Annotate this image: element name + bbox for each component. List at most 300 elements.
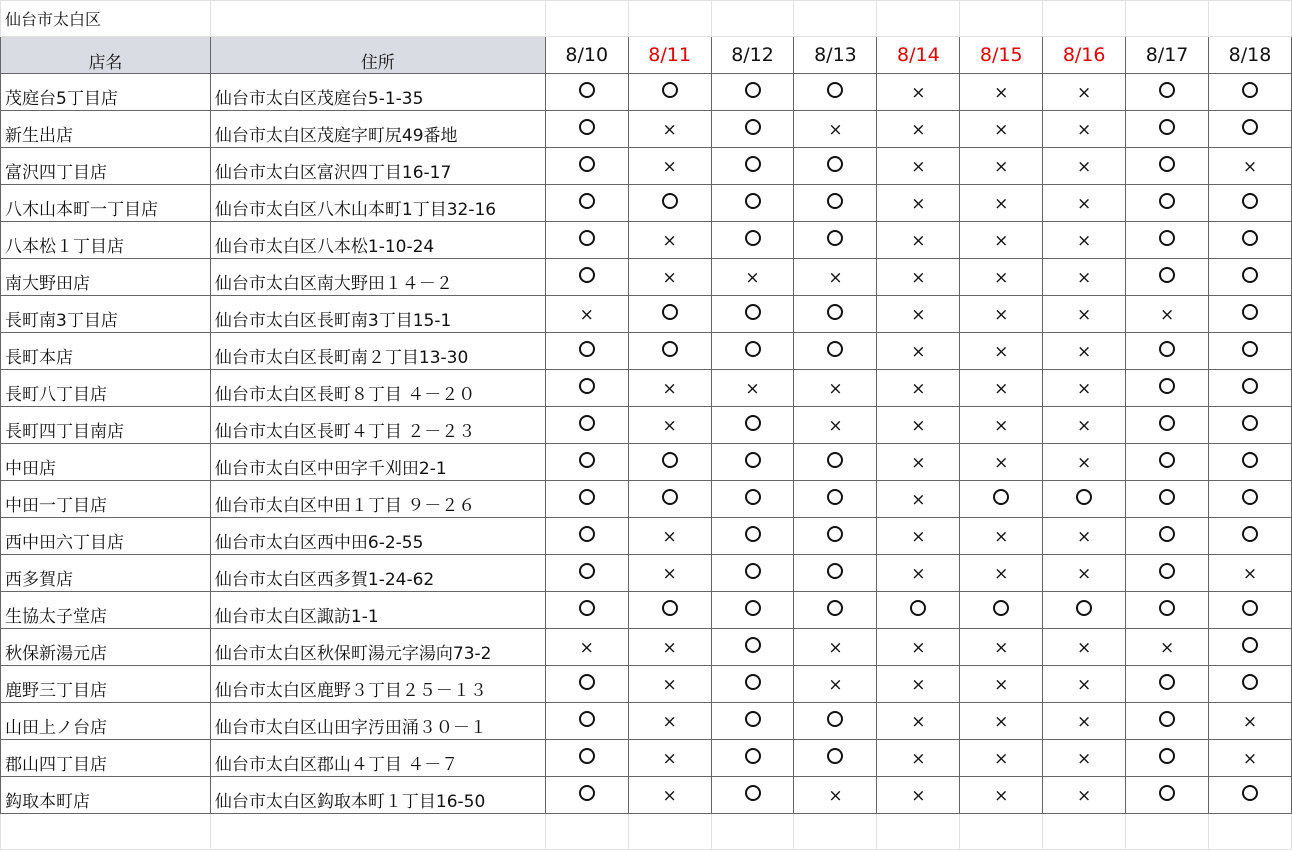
availability-cell[interactable] xyxy=(960,666,1043,703)
availability-cell[interactable] xyxy=(711,222,794,259)
availability-cell[interactable] xyxy=(794,222,877,259)
date-header[interactable]: 8/16 xyxy=(1043,37,1126,74)
closed-cross-mark: × xyxy=(662,378,677,399)
availability-cell[interactable] xyxy=(877,222,960,259)
closed-cross-mark: × xyxy=(994,674,1009,695)
availability-cell[interactable] xyxy=(628,407,711,444)
open-circle-mark xyxy=(1242,82,1258,98)
empty-cell[interactable] xyxy=(545,814,628,850)
availability-cell[interactable] xyxy=(960,222,1043,259)
empty-cell[interactable] xyxy=(210,1,545,37)
store-name-cell[interactable]: 西多賀店 xyxy=(1,555,211,592)
availability-cell[interactable] xyxy=(628,555,711,592)
availability-cell[interactable] xyxy=(711,370,794,407)
availability-cell[interactable] xyxy=(794,703,877,740)
address-cell[interactable]: 仙台市太白区鈎取本町１丁目16-50 xyxy=(210,777,545,814)
availability-cell[interactable] xyxy=(1126,370,1209,407)
availability-cell[interactable] xyxy=(960,185,1043,222)
date-header[interactable]: 8/17 xyxy=(1126,37,1209,74)
availability-cell[interactable] xyxy=(1209,333,1292,370)
availability-cell[interactable] xyxy=(545,333,628,370)
availability-cell[interactable] xyxy=(545,666,628,703)
availability-cell[interactable] xyxy=(1043,555,1126,592)
availability-cell[interactable] xyxy=(628,666,711,703)
address-cell[interactable]: 仙台市太白区長町南3丁目15-1 xyxy=(210,296,545,333)
table-row xyxy=(1,629,1292,666)
availability-cell[interactable] xyxy=(877,703,960,740)
empty-cell[interactable] xyxy=(1043,814,1126,850)
availability-cell[interactable] xyxy=(877,111,960,148)
availability-cell[interactable] xyxy=(1043,296,1126,333)
availability-cell[interactable] xyxy=(1126,444,1209,481)
empty-cell[interactable] xyxy=(960,814,1043,850)
availability-cell[interactable] xyxy=(1126,629,1209,666)
address-cell[interactable]: 仙台市太白区長町８丁目 ４－２０ xyxy=(210,370,545,407)
availability-cell[interactable] xyxy=(545,777,628,814)
availability-cell[interactable] xyxy=(1209,629,1292,666)
date-header[interactable]: 8/10 xyxy=(545,37,628,74)
empty-cell[interactable] xyxy=(210,814,545,850)
closed-cross-mark: × xyxy=(745,267,760,288)
availability-cell[interactable] xyxy=(628,592,711,629)
availability-cell[interactable] xyxy=(1209,444,1292,481)
availability-cell[interactable] xyxy=(1209,222,1292,259)
availability-cell[interactable] xyxy=(545,259,628,296)
closed-cross-mark: × xyxy=(828,415,843,436)
availability-cell[interactable] xyxy=(877,407,960,444)
availability-cell[interactable] xyxy=(960,481,1043,518)
address-cell[interactable]: 仙台市太白区山田字汚田涌３０－１ xyxy=(210,703,545,740)
availability-cell[interactable] xyxy=(1043,666,1126,703)
availability-cell[interactable] xyxy=(711,518,794,555)
availability-cell[interactable] xyxy=(1043,148,1126,185)
open-circle-mark xyxy=(1242,785,1258,801)
availability-cell[interactable] xyxy=(545,222,628,259)
availability-cell[interactable] xyxy=(794,666,877,703)
availability-cell[interactable] xyxy=(1126,481,1209,518)
availability-cell[interactable] xyxy=(545,481,628,518)
availability-cell[interactable] xyxy=(711,296,794,333)
availability-cell[interactable] xyxy=(1126,777,1209,814)
availability-cell[interactable] xyxy=(794,518,877,555)
address-header[interactable]: 住所 xyxy=(210,37,545,74)
availability-cell[interactable] xyxy=(1043,185,1126,222)
availability-cell[interactable] xyxy=(545,74,628,111)
availability-cell[interactable] xyxy=(545,185,628,222)
open-circle-mark xyxy=(1242,341,1258,357)
open-circle-mark xyxy=(1159,674,1175,690)
availability-cell[interactable] xyxy=(711,555,794,592)
availability-cell[interactable] xyxy=(711,185,794,222)
store-name-cell[interactable]: 茂庭台5丁目店 xyxy=(1,74,211,111)
availability-cell[interactable] xyxy=(1209,740,1292,777)
availability-cell[interactable] xyxy=(628,296,711,333)
availability-cell[interactable] xyxy=(1209,518,1292,555)
address-cell[interactable]: 仙台市太白区茂庭台5-1-35 xyxy=(210,74,545,111)
availability-cell[interactable] xyxy=(794,148,877,185)
sheet-title[interactable]: 仙台市太白区 xyxy=(1,1,211,37)
availability-cell[interactable] xyxy=(877,333,960,370)
address-cell[interactable]: 仙台市太白区鹿野３丁目２５－１３ xyxy=(210,666,545,703)
availability-cell[interactable] xyxy=(960,296,1043,333)
closed-cross-mark: × xyxy=(994,637,1009,658)
open-circle-mark xyxy=(1159,452,1175,468)
availability-cell[interactable] xyxy=(1043,407,1126,444)
open-circle-mark xyxy=(745,156,761,172)
table-row xyxy=(1,296,1292,333)
availability-cell[interactable] xyxy=(545,407,628,444)
date-header[interactable]: 8/18 xyxy=(1209,37,1292,74)
empty-cell[interactable] xyxy=(794,814,877,850)
availability-cell[interactable] xyxy=(1043,222,1126,259)
open-circle-mark xyxy=(1159,193,1175,209)
date-header[interactable]: 8/15 xyxy=(960,37,1043,74)
address-cell[interactable]: 仙台市太白区南大野田１４－２ xyxy=(210,259,545,296)
store-name-cell[interactable]: 鹿野三丁目店 xyxy=(1,666,211,703)
availability-cell[interactable] xyxy=(794,185,877,222)
availability-cell[interactable] xyxy=(1043,777,1126,814)
availability-cell[interactable] xyxy=(628,259,711,296)
availability-cell[interactable] xyxy=(877,629,960,666)
availability-cell[interactable] xyxy=(628,777,711,814)
table-row xyxy=(1,185,1292,222)
empty-cell[interactable] xyxy=(960,1,1043,37)
closed-cross-mark: × xyxy=(994,304,1009,325)
address-cell[interactable]: 仙台市太白区中田字千刈田2-1 xyxy=(210,444,545,481)
address-cell[interactable]: 仙台市太白区中田１丁目 ９－２６ xyxy=(210,481,545,518)
availability-cell[interactable] xyxy=(1043,592,1126,629)
availability-cell[interactable] xyxy=(1126,185,1209,222)
availability-cell[interactable] xyxy=(794,592,877,629)
availability-cell[interactable] xyxy=(1126,296,1209,333)
availability-cell[interactable] xyxy=(1043,481,1126,518)
availability-cell[interactable] xyxy=(711,629,794,666)
availability-cell[interactable] xyxy=(711,481,794,518)
closed-cross-mark: × xyxy=(911,304,926,325)
address-cell[interactable]: 仙台市太白区富沢四丁目16-17 xyxy=(210,148,545,185)
availability-cell[interactable] xyxy=(1126,259,1209,296)
availability-cell[interactable] xyxy=(628,333,711,370)
store-name-cell[interactable]: 生協太子堂店 xyxy=(1,592,211,629)
empty-cell[interactable] xyxy=(545,1,628,37)
availability-cell[interactable] xyxy=(1126,148,1209,185)
address-cell[interactable]: 仙台市太白区長町４丁目 ２－２３ xyxy=(210,407,545,444)
availability-cell[interactable] xyxy=(877,259,960,296)
availability-cell[interactable] xyxy=(1209,703,1292,740)
availability-cell[interactable] xyxy=(545,111,628,148)
availability-cell[interactable] xyxy=(1043,740,1126,777)
closed-cross-mark: × xyxy=(911,230,926,251)
availability-cell[interactable] xyxy=(1126,740,1209,777)
address-cell[interactable]: 仙台市太白区八本松1-10-24 xyxy=(210,222,545,259)
closed-cross-mark: × xyxy=(1077,267,1092,288)
availability-cell[interactable] xyxy=(545,370,628,407)
open-circle-mark xyxy=(745,600,761,616)
availability-cell[interactable] xyxy=(877,444,960,481)
availability-cell[interactable] xyxy=(877,592,960,629)
availability-cell[interactable] xyxy=(1126,592,1209,629)
closed-cross-mark: × xyxy=(911,341,926,362)
empty-cell[interactable] xyxy=(628,1,711,37)
availability-cell[interactable] xyxy=(545,629,628,666)
availability-cell[interactable] xyxy=(1209,296,1292,333)
availability-cell[interactable] xyxy=(877,666,960,703)
availability-cell[interactable] xyxy=(877,148,960,185)
address-cell[interactable]: 仙台市太白区諏訪1-1 xyxy=(210,592,545,629)
empty-cell[interactable] xyxy=(1,814,211,850)
open-circle-mark xyxy=(993,489,1009,505)
availability-cell[interactable] xyxy=(545,296,628,333)
availability-cell[interactable] xyxy=(1126,666,1209,703)
availability-cell[interactable] xyxy=(877,740,960,777)
availability-cell[interactable] xyxy=(628,222,711,259)
date-header[interactable]: 8/12 xyxy=(711,37,794,74)
availability-cell[interactable] xyxy=(877,555,960,592)
availability-cell[interactable] xyxy=(1126,703,1209,740)
availability-cell[interactable] xyxy=(794,74,877,111)
availability-cell[interactable] xyxy=(1043,259,1126,296)
store-name-cell[interactable]: 西中田六丁目店 xyxy=(1,518,211,555)
availability-cell[interactable] xyxy=(960,407,1043,444)
availability-cell[interactable] xyxy=(794,259,877,296)
store-name-cell[interactable]: 八木山本町一丁目店 xyxy=(1,185,211,222)
empty-cell[interactable] xyxy=(1126,814,1209,850)
availability-cell[interactable] xyxy=(794,481,877,518)
availability-cell[interactable] xyxy=(794,740,877,777)
date-header[interactable]: 8/14 xyxy=(877,37,960,74)
availability-cell[interactable] xyxy=(1043,333,1126,370)
open-circle-mark xyxy=(1159,785,1175,801)
availability-cell[interactable] xyxy=(711,740,794,777)
open-circle-mark xyxy=(1242,452,1258,468)
availability-cell[interactable] xyxy=(1126,74,1209,111)
store-name-cell[interactable]: 富沢四丁目店 xyxy=(1,148,211,185)
availability-cell[interactable] xyxy=(960,518,1043,555)
availability-cell[interactable] xyxy=(877,518,960,555)
date-header[interactable]: 8/13 xyxy=(794,37,877,74)
availability-cell[interactable] xyxy=(545,740,628,777)
store-name-cell[interactable]: 長町八丁目店 xyxy=(1,370,211,407)
availability-cell[interactable] xyxy=(877,370,960,407)
date-header[interactable]: 8/11 xyxy=(628,37,711,74)
empty-cell[interactable] xyxy=(628,814,711,850)
availability-cell[interactable] xyxy=(1209,666,1292,703)
address-cell[interactable]: 仙台市太白区八木山本町1丁目32-16 xyxy=(210,185,545,222)
availability-cell[interactable] xyxy=(960,259,1043,296)
availability-cell[interactable] xyxy=(960,629,1043,666)
availability-cell[interactable] xyxy=(711,333,794,370)
availability-cell[interactable] xyxy=(545,592,628,629)
availability-cell[interactable] xyxy=(1209,259,1292,296)
availability-cell[interactable] xyxy=(628,370,711,407)
empty-cell[interactable] xyxy=(794,1,877,37)
availability-cell[interactable] xyxy=(545,555,628,592)
availability-cell[interactable] xyxy=(628,481,711,518)
availability-cell[interactable] xyxy=(1043,370,1126,407)
availability-cell[interactable] xyxy=(960,333,1043,370)
availability-cell[interactable] xyxy=(628,518,711,555)
availability-cell[interactable] xyxy=(1043,444,1126,481)
table-row xyxy=(1,444,1292,481)
address-cell[interactable]: 仙台市太白区西中田6-2-55 xyxy=(210,518,545,555)
availability-cell[interactable] xyxy=(960,592,1043,629)
closed-cross-mark: × xyxy=(1077,452,1092,473)
empty-cell[interactable] xyxy=(1209,814,1292,850)
closed-cross-mark: × xyxy=(994,193,1009,214)
open-circle-mark xyxy=(579,489,595,505)
availability-cell[interactable] xyxy=(877,777,960,814)
availability-cell[interactable] xyxy=(794,555,877,592)
availability-cell[interactable] xyxy=(628,703,711,740)
availability-cell[interactable] xyxy=(794,333,877,370)
availability-cell[interactable] xyxy=(711,407,794,444)
availability-cell[interactable] xyxy=(877,185,960,222)
store-name-cell[interactable]: 中田一丁目店 xyxy=(1,481,211,518)
availability-cell[interactable] xyxy=(794,444,877,481)
availability-cell[interactable] xyxy=(711,592,794,629)
empty-cell[interactable] xyxy=(1126,1,1209,37)
availability-cell[interactable] xyxy=(794,629,877,666)
availability-cell[interactable] xyxy=(545,518,628,555)
availability-cell[interactable] xyxy=(1209,777,1292,814)
availability-cell[interactable] xyxy=(711,111,794,148)
availability-cell[interactable] xyxy=(877,481,960,518)
availability-cell[interactable] xyxy=(711,74,794,111)
availability-cell[interactable] xyxy=(960,148,1043,185)
availability-cell[interactable] xyxy=(1209,592,1292,629)
closed-cross-mark: × xyxy=(662,415,677,436)
availability-cell[interactable] xyxy=(960,370,1043,407)
availability-cell[interactable] xyxy=(628,185,711,222)
availability-cell[interactable] xyxy=(794,777,877,814)
availability-cell[interactable] xyxy=(960,555,1043,592)
empty-cell[interactable] xyxy=(711,814,794,850)
availability-cell[interactable] xyxy=(877,296,960,333)
availability-cell[interactable] xyxy=(794,407,877,444)
availability-cell[interactable] xyxy=(1126,111,1209,148)
availability-cell[interactable] xyxy=(794,111,877,148)
availability-cell[interactable] xyxy=(1209,148,1292,185)
empty-cell[interactable] xyxy=(711,1,794,37)
open-circle-mark xyxy=(1159,156,1175,172)
availability-cell[interactable] xyxy=(1126,518,1209,555)
availability-cell[interactable] xyxy=(711,148,794,185)
closed-cross-mark: × xyxy=(1077,526,1092,547)
address-cell[interactable]: 仙台市太白区郡山４丁目 ４－７ xyxy=(210,740,545,777)
availability-cell[interactable] xyxy=(1126,333,1209,370)
availability-cell[interactable] xyxy=(628,629,711,666)
availability-cell[interactable] xyxy=(960,444,1043,481)
store-name-cell[interactable]: 山田上ノ台店 xyxy=(1,703,211,740)
availability-cell[interactable] xyxy=(1043,703,1126,740)
availability-cell[interactable] xyxy=(711,259,794,296)
availability-cell[interactable] xyxy=(1209,370,1292,407)
availability-cell[interactable] xyxy=(1043,629,1126,666)
store-name-cell[interactable]: 八本松１丁目店 xyxy=(1,222,211,259)
availability-cell[interactable] xyxy=(794,370,877,407)
availability-cell[interactable] xyxy=(628,444,711,481)
closed-cross-mark: × xyxy=(994,785,1009,806)
store-name-cell[interactable]: 南大野田店 xyxy=(1,259,211,296)
availability-cell[interactable] xyxy=(545,148,628,185)
availability-cell[interactable] xyxy=(545,703,628,740)
open-circle-mark xyxy=(579,193,595,209)
availability-cell[interactable] xyxy=(1209,555,1292,592)
open-circle-mark xyxy=(745,452,761,468)
address-cell[interactable]: 仙台市太白区西多賀1-24-62 xyxy=(210,555,545,592)
open-circle-mark xyxy=(745,526,761,542)
availability-cell[interactable] xyxy=(1209,481,1292,518)
closed-cross-mark: × xyxy=(579,304,594,325)
open-circle-mark xyxy=(745,341,761,357)
address-cell[interactable]: 仙台市太白区秋保町湯元字湯向73-2 xyxy=(210,629,545,666)
availability-cell[interactable] xyxy=(1209,111,1292,148)
availability-cell[interactable] xyxy=(1126,407,1209,444)
store-name-header[interactable]: 店名 xyxy=(1,37,211,74)
address-cell[interactable]: 仙台市太白区茂庭字町尻49番地 xyxy=(210,111,545,148)
store-name-cell[interactable]: 長町南3丁目店 xyxy=(1,296,211,333)
empty-cell[interactable] xyxy=(877,814,960,850)
closed-cross-mark: × xyxy=(1077,82,1092,103)
store-name-cell[interactable]: 新生出店 xyxy=(1,111,211,148)
availability-cell[interactable] xyxy=(628,740,711,777)
availability-cell[interactable] xyxy=(1209,74,1292,111)
store-name-cell[interactable]: 鈎取本町店 xyxy=(1,777,211,814)
availability-cell[interactable] xyxy=(1126,555,1209,592)
open-circle-mark xyxy=(1159,415,1175,431)
address-cell[interactable]: 仙台市太白区長町南２丁目13-30 xyxy=(210,333,545,370)
open-circle-mark xyxy=(662,193,678,209)
closed-cross-mark: × xyxy=(911,452,926,473)
availability-cell[interactable] xyxy=(794,296,877,333)
empty-cell[interactable] xyxy=(1043,1,1126,37)
open-circle-mark xyxy=(662,600,678,616)
availability-cell[interactable] xyxy=(1209,407,1292,444)
availability-cell[interactable] xyxy=(960,740,1043,777)
availability-cell[interactable] xyxy=(960,777,1043,814)
table-row xyxy=(1,518,1292,555)
open-circle-mark xyxy=(827,600,843,616)
availability-cell[interactable] xyxy=(877,74,960,111)
closed-cross-mark: × xyxy=(994,156,1009,177)
availability-cell[interactable] xyxy=(960,74,1043,111)
availability-cell[interactable] xyxy=(960,111,1043,148)
store-name-cell[interactable]: 長町四丁目南店 xyxy=(1,407,211,444)
availability-cell[interactable] xyxy=(711,703,794,740)
availability-cell[interactable] xyxy=(1043,518,1126,555)
availability-cell[interactable] xyxy=(628,111,711,148)
availability-cell[interactable] xyxy=(960,703,1043,740)
empty-cell[interactable] xyxy=(877,1,960,37)
store-name-cell[interactable]: 長町本店 xyxy=(1,333,211,370)
open-circle-mark xyxy=(745,637,761,653)
availability-cell[interactable] xyxy=(711,666,794,703)
empty-cell[interactable] xyxy=(1209,1,1292,37)
store-name-cell[interactable]: 秋保新湯元店 xyxy=(1,629,211,666)
availability-cell[interactable] xyxy=(545,444,628,481)
store-name-cell[interactable]: 郡山四丁目店 xyxy=(1,740,211,777)
availability-cell[interactable] xyxy=(628,74,711,111)
availability-cell[interactable] xyxy=(711,444,794,481)
store-name-cell[interactable]: 中田店 xyxy=(1,444,211,481)
availability-cell[interactable] xyxy=(1043,74,1126,111)
open-circle-mark xyxy=(745,748,761,764)
availability-cell[interactable] xyxy=(711,777,794,814)
availability-cell[interactable] xyxy=(1126,222,1209,259)
availability-cell[interactable] xyxy=(1209,185,1292,222)
availability-cell[interactable] xyxy=(628,148,711,185)
availability-cell[interactable] xyxy=(1043,111,1126,148)
